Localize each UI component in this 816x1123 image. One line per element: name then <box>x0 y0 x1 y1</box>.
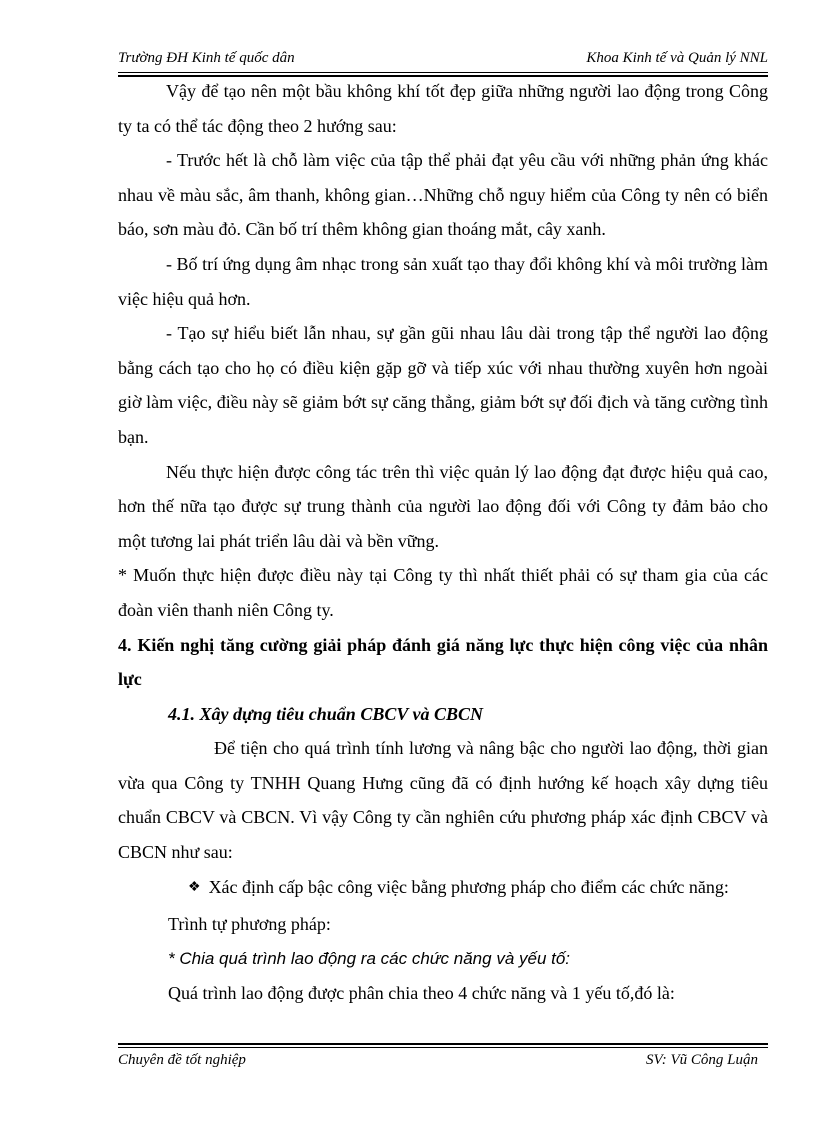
footer-title: Chuyên đề tốt nghiệp <box>118 1052 246 1068</box>
paragraph-youth-union: * Muốn thực hiện được điều này tại Công ty thì nhất thiết phải có sự tham gia của các đoàn viên thanh niên Công ty. <box>118 565 768 620</box>
paragraph-music: - Bố trí ứng dụng âm nhạc trong sản xuất tạo thay đổi không khí và môi trường làm việc hiệu quả hơn. <box>118 253 768 309</box>
bullet-item <box>118 870 768 908</box>
header-university: Trường ĐH Kinh tế quốc dân <box>118 50 295 66</box>
footer-rule-thin <box>118 1047 768 1048</box>
footer-author: SV: Vũ Công Luận <box>646 1052 758 1068</box>
section-heading-4: 4. Kiến nghị tăng cường giải pháp đánh giá năng lực thực hiện công việc của nhân lực <box>118 634 768 690</box>
subsection-heading-4-1: 4.1. Xây dựng tiêu chuẩn CBCV và CBCN <box>168 703 484 724</box>
diamond-bullet-icon: ❖ <box>188 879 201 895</box>
header-faculty: Khoa Kinh tế và Quản lý NNL <box>586 50 768 66</box>
document-body <box>118 74 768 1011</box>
paragraph-understanding: - Tạo sự hiểu biết lẫn nhau, sự gần gũi nhau lâu dài trong tập thể người lao động bằng cách tạo cho họ có điều kiện gặp gỡ và tiếp xúc với nhau thường xuyên hơn ngoài giờ làm việc, điều này sẽ giảm bớt sự căng thẳng, giảm bớt sự đối địch và tăng cường tình bạn. <box>118 323 768 447</box>
paragraph-intro: Vậy để tạo nên một bầu không khí tốt đẹp giữa những người lao động trong Công ty ta có thể tác động theo 2 hướng sau: <box>118 81 768 136</box>
paragraph-standards: Để tiện cho quá trình tính lương và nâng bậc cho người lao động, thời gian vừa qua Công ty TNHH Quang Hưng cũng đã có định hướng kế hoạch xây dựng tiêu chuẩn CBCV và CBCN. Vì vậy Công ty cần nghiên cứu phương pháp xác định CBCV và CBCN như sau: <box>118 738 768 863</box>
paragraph-result: Nếu thực hiện được công tác trên thì việc quản lý lao động đạt được hiệu quả cao, hơn thế nữa tạo được sự trung thành của người lao động đối với Công ty đảm bảo cho một tương lai phát triển lâu dài và bền vững. <box>118 461 768 551</box>
paragraph-divide: * Chia quá trình lao động ra các chức năng và yếu tố: <box>168 948 571 968</box>
bullet-text: Xác định cấp bậc công việc bằng phương pháp cho điểm các chức năng: <box>208 876 729 897</box>
header-rule-thin <box>118 72 768 73</box>
paragraph-workplace: - Trước hết là chỗ làm việc của tập thể phải đạt yêu cầu với những phản ứng khác nhau về màu sắc, âm thanh, không gian…Những chỗ nguy hiểm của Công ty nên có biển báo, sơn màu đỏ. Cần bố trí thêm không gian thoáng mắt, cây xanh. <box>118 150 768 240</box>
paragraph-procedure: Trình tự phương pháp: <box>168 914 331 935</box>
paragraph-functions: Quá trình lao động được phân chia theo 4 chức năng và 1 yếu tố,đó là: <box>168 983 675 1004</box>
footer-rule-thick <box>118 1043 768 1045</box>
